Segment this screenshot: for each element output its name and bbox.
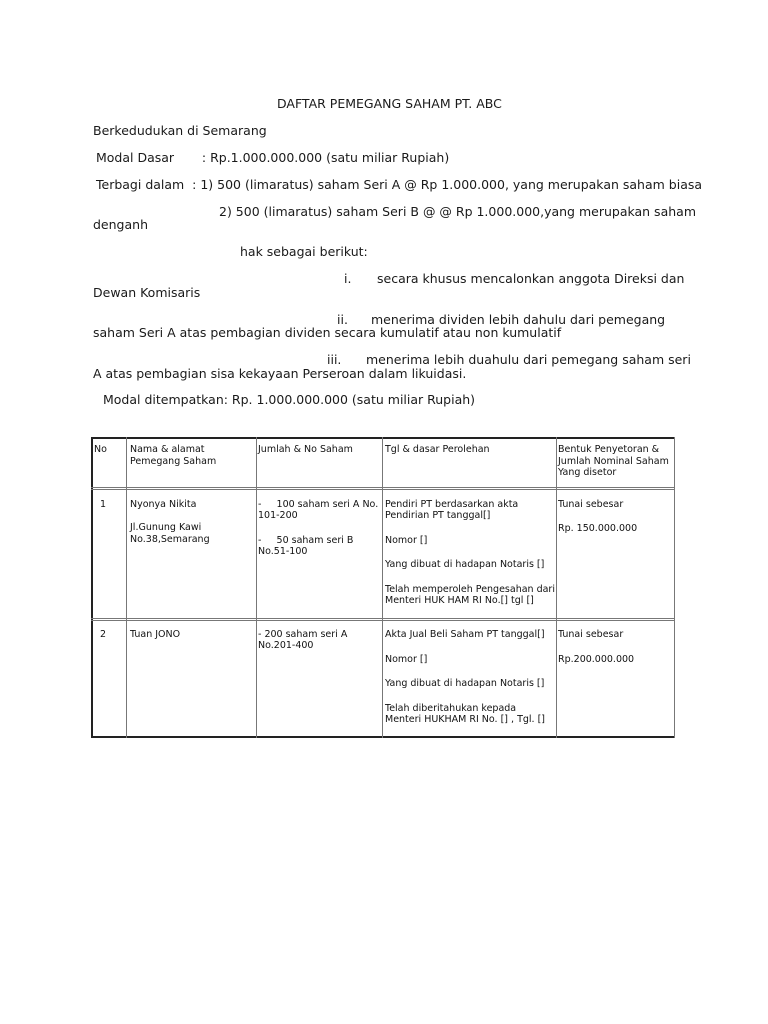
payment-form: Tunai sebesar [558, 499, 624, 510]
table-column-divider [382, 437, 383, 738]
shareholder-name: Nyonya Nikita [130, 499, 197, 510]
acquisition-basis-line-2: Pendirian PT tanggal[] [385, 510, 491, 521]
table-row-divider [91, 487, 675, 490]
header-bentuk: Bentuk Penyetoran & [558, 444, 660, 455]
header-no: No [94, 444, 107, 455]
item-i-text-continued: Dewan Komisaris [93, 285, 201, 300]
share-amount-2: - 50 saham seri B [258, 535, 354, 546]
item-i-text: secara khusus mencalonkan anggota Direksi dan [377, 271, 685, 286]
terbagi-line-2: 2) 500 (limaratus) saham Seri B @ @ Rp 1.000.000,yang merupakan saham [219, 204, 696, 219]
header-bentuk-line-3: Yang disetor [558, 467, 617, 478]
acquisition-approval: Telah memperoleh Pengesahan dari [385, 584, 555, 595]
shareholder-name: Tuan JONO [130, 629, 181, 640]
table-column-divider [556, 437, 557, 738]
document-title: DAFTAR PEMEGANG SAHAM PT. ABC [277, 96, 502, 111]
item-iii-text: menerima lebih duahulu dari pemegang saham seri [366, 352, 691, 367]
item-ii-text: menerima dividen lebih dahulu dari pemegang [371, 312, 666, 327]
acquisition-approval-line-2: Menteri HUK HAM RI No.[] tgl [] [385, 595, 534, 606]
payment-form: Tunai sebesar [558, 629, 624, 640]
item-i-number: i. [344, 271, 352, 286]
terbagi-line-1: Terbagi dalam : 1) 500 (limaratus) saham Seri A @ Rp 1.000.000, yang merupakan saham biasa [96, 177, 703, 192]
domicile-text: Berkedudukan di Semarang [93, 123, 267, 138]
row-number: 2 [100, 629, 107, 640]
terbagi-line-2-continued: denganh [93, 217, 148, 232]
row-number: 1 [100, 499, 107, 510]
hak-heading: hak sebagai berikut: [240, 244, 368, 259]
acquisition-number: Nomor [] [385, 535, 428, 546]
payment-amount: Rp. 150.000.000 [558, 523, 638, 534]
acquisition-number: Nomor [] [385, 654, 428, 665]
modal-ditempatkan-text: Modal ditempatkan: Rp. 1.000.000.000 (satu miliar Rupiah) [103, 392, 476, 407]
shareholder-address-line-2: No.38,Semarang [130, 534, 210, 545]
shareholder-address: Jl.Gunung Kawi [130, 522, 202, 533]
table-row-divider [91, 618, 675, 621]
share-amount-line-2: 101-200 [258, 510, 298, 521]
share-amount: - 100 saham seri A No. [258, 499, 379, 510]
header-tgl: Tgl & dasar Perolehan [385, 444, 490, 455]
share-amount-2-line-2: No.51-100 [258, 546, 308, 557]
acquisition-basis: Pendiri PT berdasarkan akta [385, 499, 519, 510]
acquisition-notice: Telah diberitahukan kepada [385, 703, 517, 714]
table-column-divider [126, 437, 127, 738]
header-bentuk-line-2: Jumlah Nominal Saham [558, 456, 669, 467]
acquisition-notary: Yang dibuat di hadapan Notaris [] [385, 678, 545, 689]
share-amount-line-2: No.201-400 [258, 640, 314, 651]
header-nama: Nama & alamat [130, 444, 205, 455]
header-nama-line-2: Pemegang Saham [130, 456, 217, 467]
acquisition-notary: Yang dibuat di hadapan Notaris [] [385, 559, 545, 570]
modal-dasar-text: Modal Dasar : Rp.1.000.000.000 (satu miliar Rupiah) [96, 150, 450, 165]
table-column-divider [256, 437, 257, 738]
acquisition-notice-line-2: Menteri HUKHAM RI No. [] , Tgl. [] [385, 714, 545, 725]
payment-amount: Rp.200.000.000 [558, 654, 635, 665]
header-jumlah: Jumlah & No Saham [258, 444, 353, 455]
item-ii-number: ii. [337, 312, 348, 327]
share-amount: - 200 saham seri A [258, 629, 348, 640]
table-column-divider [674, 437, 675, 738]
item-ii-text-continued: saham Seri A atas pembagian dividen secara kumulatif atau non kumulatif [93, 325, 562, 340]
item-iii-text-continued: A atas pembagian sisa kekayaan Perseroan dalam likuidasi. [93, 366, 467, 381]
shareholder-table [91, 437, 675, 738]
acquisition-basis: Akta Jual Beli Saham PT tanggal[] [385, 629, 545, 640]
item-iii-number: iii. [327, 352, 342, 367]
